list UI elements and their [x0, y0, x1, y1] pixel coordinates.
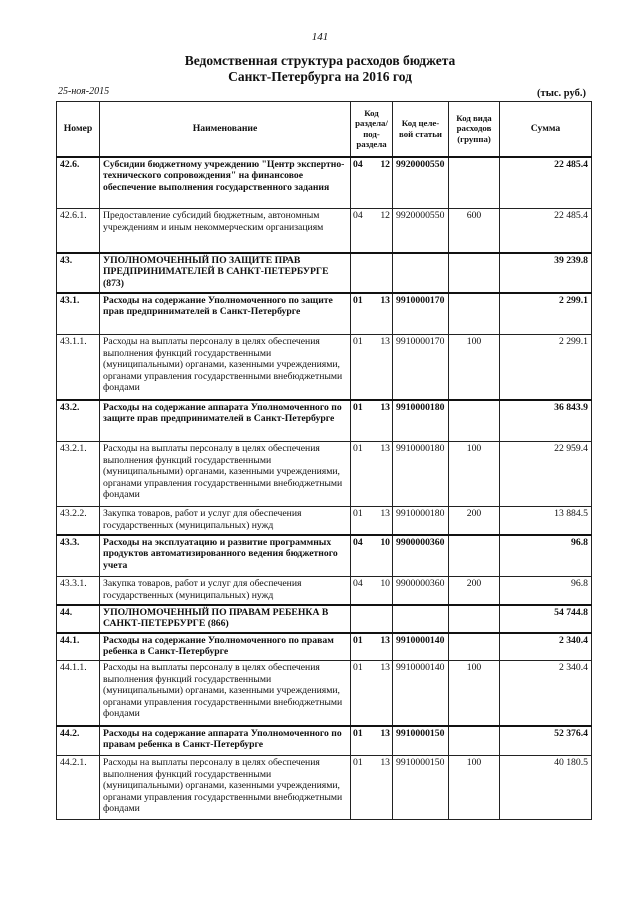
row-razdel-code: 04 [353, 536, 363, 548]
row-csr: 9920000550 [393, 209, 449, 253]
row-sum: 52 376.4 [500, 726, 592, 756]
row-number: 44.2.1. [57, 756, 100, 820]
row-number: 44. [57, 605, 100, 633]
title-line-2: Санкт-Петербурга на 2016 год [228, 69, 412, 84]
row-name: Закупка товаров, работ и услуг для обеспечения государственных (муниципальных) нужд [100, 577, 351, 605]
table-header-row [57, 102, 592, 157]
row-subrazdel-code: 13 [380, 336, 390, 347]
row-subrazdel-code: 13 [380, 757, 390, 768]
row-razdel [351, 253, 393, 293]
row-razdel-code: 04 [353, 210, 363, 221]
row-vr: 200 [449, 577, 500, 605]
row-vr [449, 400, 500, 442]
row-razdel [351, 442, 393, 507]
row-sum: 13 884.5 [500, 507, 592, 535]
table-row [57, 335, 592, 400]
table-row [57, 577, 592, 605]
table-row [57, 442, 592, 507]
row-sum: 2 299.1 [500, 335, 592, 400]
page-title [0, 53, 640, 85]
row-subrazdel-code: 13 [380, 662, 390, 673]
row-sum: 96.8 [500, 535, 592, 577]
row-razdel [351, 577, 393, 605]
row-vr [449, 253, 500, 293]
row-name: Расходы на выплаты персоналу в целях обеспечения выполнения функций государственными (муниципальными) органами, казенными учреждениями, органами управления государственными внебюджетными фондами [100, 442, 351, 507]
row-csr: 9910000140 [393, 633, 449, 661]
row-name: Расходы на выплаты персоналу в целях обеспечения выполнения функций государственными (муниципальными) органами, казенными учреждениями, органами управления государственными внебюджетными фондами [100, 756, 351, 820]
row-razdel [351, 605, 393, 633]
row-number: 43.2. [57, 400, 100, 442]
row-name: Закупка товаров, работ и услуг для обеспечения государственных (муниципальных) нужд [100, 507, 351, 535]
row-number: 44.2. [57, 726, 100, 756]
row-razdel [351, 335, 393, 400]
table-row [57, 507, 592, 535]
row-razdel [351, 400, 393, 442]
row-subrazdel-code: 13 [380, 634, 390, 646]
row-vr: 100 [449, 661, 500, 726]
row-csr: 9910000180 [393, 507, 449, 535]
row-razdel-code: 01 [353, 336, 363, 347]
units-label: (тыс. руб.) [537, 88, 586, 99]
row-number: 43.2.2. [57, 507, 100, 535]
row-number: 43.1.1. [57, 335, 100, 400]
row-razdel [351, 507, 393, 535]
table-row [57, 209, 592, 253]
row-razdel [351, 726, 393, 756]
row-razdel [351, 157, 393, 209]
row-number: 43.2.1. [57, 442, 100, 507]
row-name: Расходы на содержание аппарата Уполномоченного по правам ребенка в Санкт-Петербурге [100, 726, 351, 756]
row-razdel [351, 756, 393, 820]
row-razdel-code: 01 [353, 294, 363, 306]
row-sum: 36 843.9 [500, 400, 592, 442]
row-razdel-code: 01 [353, 727, 363, 739]
header-csr: Код целе-вой статьи [393, 102, 449, 157]
row-vr: 100 [449, 442, 500, 507]
row-csr: 9910000170 [393, 293, 449, 335]
row-razdel-code: 04 [353, 158, 363, 170]
table-body [57, 157, 592, 820]
row-vr: 600 [449, 209, 500, 253]
row-name: Расходы на содержание аппарата Уполномоченного по защите прав предпринимателей в Санкт-Петербурге [100, 400, 351, 442]
table-row [57, 661, 592, 726]
row-number: 43. [57, 253, 100, 293]
row-name: Предоставление субсидий бюджетным, автономным учреждениям и иным некоммерческим организациям [100, 209, 351, 253]
row-csr: 9910000180 [393, 442, 449, 507]
row-csr: 9910000150 [393, 756, 449, 820]
row-name: Расходы на содержание Уполномоченного по защите прав предпринимателей в Санкт-Петербурге [100, 293, 351, 335]
row-csr: 9910000140 [393, 661, 449, 726]
row-razdel-code: 04 [353, 578, 363, 589]
row-sum: 96.8 [500, 577, 592, 605]
table-row [57, 726, 592, 756]
row-sum: 54 744.8 [500, 605, 592, 633]
row-sum: 39 239.8 [500, 253, 592, 293]
row-name: Расходы на выплаты персоналу в целях обеспечения выполнения функций государственными (муниципальными) органами, казенными учреждениями, органами управления государственными внебюджетными фондами [100, 335, 351, 400]
row-number: 42.6.1. [57, 209, 100, 253]
row-csr: 9910000180 [393, 400, 449, 442]
row-sum: 22 485.4 [500, 157, 592, 209]
row-subrazdel-code: 13 [380, 443, 390, 454]
table-row [57, 756, 592, 820]
row-number: 43.3. [57, 535, 100, 577]
row-vr [449, 157, 500, 209]
row-razdel-code: 01 [353, 443, 363, 454]
row-subrazdel-code: 12 [380, 158, 390, 170]
row-razdel [351, 293, 393, 335]
row-name: Расходы на выплаты персоналу в целях обеспечения выполнения функций государственными (муниципальными) органами, казенными учреждениями, органами управления государственными внебюджетными фондами [100, 661, 351, 726]
row-number: 42.6. [57, 157, 100, 209]
title-line-1: Ведомственная структура расходов бюджета [184, 53, 456, 68]
table-row [57, 157, 592, 209]
page-number: 141 [311, 31, 329, 43]
row-number: 44.1. [57, 633, 100, 661]
row-sum: 2 340.4 [500, 661, 592, 726]
row-name: Субсидии бюджетному учреждению "Центр экспертно-технического сопровождения" на финансовое обеспечение выполнения государственного задания [100, 157, 351, 209]
row-vr [449, 535, 500, 577]
header-number: Номер [57, 102, 100, 157]
row-sum: 22 485.4 [500, 209, 592, 253]
header-vr: Код вида расходов (группа) [449, 102, 500, 157]
row-sum: 40 180.5 [500, 756, 592, 820]
row-razdel-code: 01 [353, 662, 363, 673]
row-sum: 2 340.4 [500, 633, 592, 661]
row-razdel-code: 01 [353, 401, 363, 413]
row-vr: 100 [449, 335, 500, 400]
row-csr [393, 605, 449, 633]
row-razdel [351, 209, 393, 253]
row-vr [449, 633, 500, 661]
row-subrazdel-code: 13 [380, 294, 390, 306]
row-name: УПОЛНОМОЧЕННЫЙ ПО ЗАЩИТЕ ПРАВ ПРЕДПРИНИМАТЕЛЕЙ В САНКТ-ПЕТЕРБУРГЕ (873) [100, 253, 351, 293]
row-name: УПОЛНОМОЧЕННЫЙ ПО ПРАВАМ РЕБЕНКА В САНКТ-ПЕТЕРБУРГЕ (866) [100, 605, 351, 633]
row-csr: 9920000550 [393, 157, 449, 209]
row-csr: 9910000170 [393, 335, 449, 400]
row-csr: 9900000360 [393, 577, 449, 605]
row-razdel-code: 01 [353, 508, 363, 519]
header-sum: Сумма [500, 102, 592, 157]
table-row [57, 253, 592, 293]
row-number: 44.1.1. [57, 661, 100, 726]
row-name: Расходы на эксплуатацию и развитие программных продуктов автоматизированного ведения бюджетного учета [100, 535, 351, 577]
row-csr: 9910000150 [393, 726, 449, 756]
row-csr [393, 253, 449, 293]
row-subrazdel-code: 13 [380, 508, 390, 519]
row-subrazdel-code: 13 [380, 401, 390, 413]
row-subrazdel-code: 13 [380, 727, 390, 739]
row-vr [449, 293, 500, 335]
row-number: 43.3.1. [57, 577, 100, 605]
report-date: 25-ноя-2015 [58, 86, 110, 97]
row-razdel [351, 661, 393, 726]
row-number: 43.1. [57, 293, 100, 335]
table-row [57, 633, 592, 661]
row-subrazdel-code: 10 [380, 536, 390, 548]
row-vr: 200 [449, 507, 500, 535]
row-vr: 100 [449, 756, 500, 820]
row-razdel-code: 01 [353, 634, 363, 646]
row-razdel [351, 633, 393, 661]
row-sum: 22 959.4 [500, 442, 592, 507]
row-razdel [351, 535, 393, 577]
header-razdel: Код раздела/ под-раздела [351, 102, 393, 157]
row-subrazdel-code: 12 [380, 210, 390, 221]
table-row [57, 293, 592, 335]
table-row [57, 400, 592, 442]
row-name: Расходы на содержание Уполномоченного по правам ребенка в Санкт-Петербурге [100, 633, 351, 661]
row-subrazdel-code: 10 [380, 578, 390, 589]
table-row [57, 535, 592, 577]
row-vr [449, 726, 500, 756]
row-sum: 2 299.1 [500, 293, 592, 335]
budget-table [56, 101, 592, 820]
row-razdel-code: 01 [353, 757, 363, 768]
row-vr [449, 605, 500, 633]
header-name: Наименование [100, 102, 351, 157]
row-csr: 9900000360 [393, 535, 449, 577]
table-row [57, 605, 592, 633]
